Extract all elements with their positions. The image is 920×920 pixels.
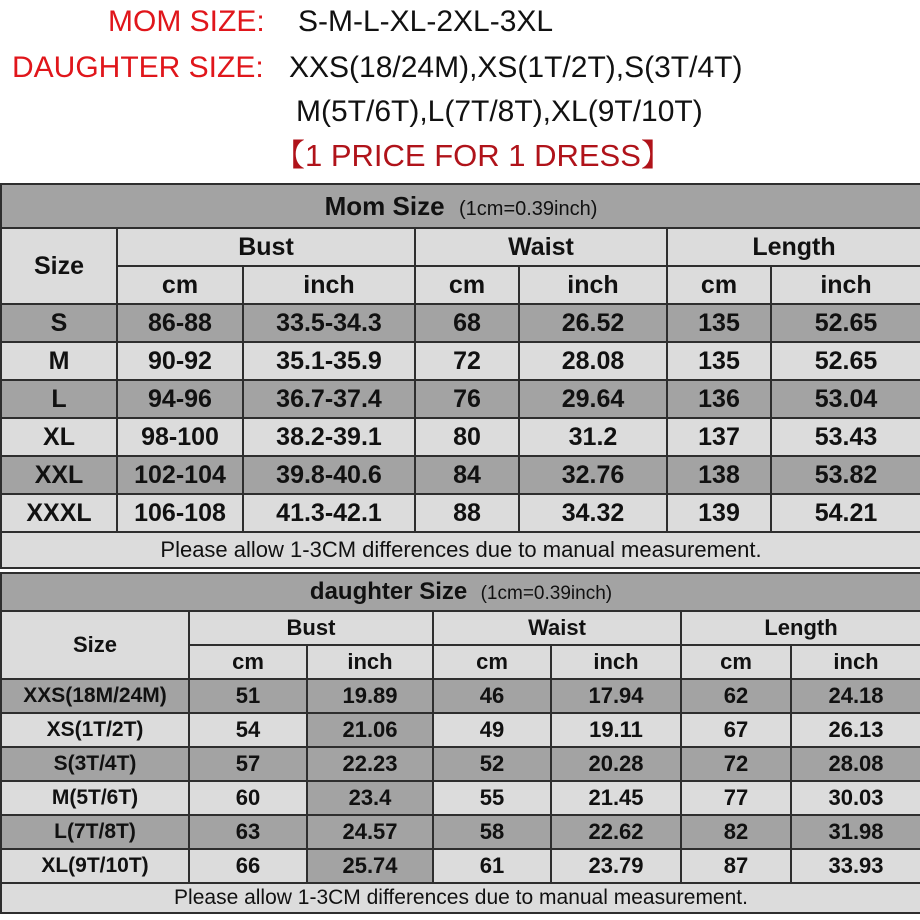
waist-inch-cell: 17.94 (551, 679, 681, 713)
size-cell: XL (1, 418, 117, 456)
waist-inch-cell: 29.64 (519, 380, 667, 418)
mom-size-table (0, 183, 920, 569)
bust-cm-cell: 86-88 (117, 304, 243, 342)
mom-unit-header: inch (519, 266, 667, 304)
daughter-size-header: Size (1, 611, 189, 679)
size-cell: XXS(18M/24M) (1, 679, 189, 713)
mom-table-title-row (1, 184, 920, 228)
mom-unit-header: cm (415, 266, 519, 304)
mom-unit-header: cm (117, 266, 243, 304)
bust-inch-cell: 36.7-37.4 (243, 380, 415, 418)
length-inch-cell: 30.03 (791, 781, 920, 815)
bust-cm-cell: 57 (189, 747, 307, 781)
size-cell: S (1, 304, 117, 342)
mom-bust-header: Bust (117, 228, 415, 266)
mom-length-header: Length (667, 228, 920, 266)
waist-cm-cell: 80 (415, 418, 519, 456)
daughter-waist-header: Waist (433, 611, 681, 645)
bust-cm-cell: 102-104 (117, 456, 243, 494)
size-cell: M (1, 342, 117, 380)
table-row (1, 380, 920, 418)
waist-inch-cell: 31.2 (519, 418, 667, 456)
daughter-unit-header: inch (307, 645, 433, 679)
size-cell: XXL (1, 456, 117, 494)
length-cm-cell: 135 (667, 304, 771, 342)
waist-cm-cell: 84 (415, 456, 519, 494)
waist-inch-cell: 22.62 (551, 815, 681, 849)
waist-inch-cell: 28.08 (519, 342, 667, 380)
waist-cm-cell: 61 (433, 849, 551, 883)
table-row (1, 713, 920, 747)
mom-size-list: S-M-L-XL-2XL-3XL (298, 5, 554, 38)
waist-inch-cell: 19.11 (551, 713, 681, 747)
bust-cm-cell: 94-96 (117, 380, 243, 418)
waist-cm-cell: 49 (433, 713, 551, 747)
waist-inch-cell: 34.32 (519, 494, 667, 532)
waist-cm-cell: 55 (433, 781, 551, 815)
daughter-unit-header: cm (681, 645, 791, 679)
size-cell: S(3T/4T) (1, 747, 189, 781)
length-inch-cell: 53.43 (771, 418, 920, 456)
daughter-bust-header: Bust (189, 611, 433, 645)
daughter-unit-header: inch (791, 645, 920, 679)
table-row (1, 849, 920, 883)
length-cm-cell: 82 (681, 815, 791, 849)
bust-inch-cell: 38.2-39.1 (243, 418, 415, 456)
bust-cm-cell: 51 (189, 679, 307, 713)
mom-waist-header: Waist (415, 228, 667, 266)
bust-cm-cell: 66 (189, 849, 307, 883)
mom-size-header: Size (1, 228, 117, 304)
waist-inch-cell: 32.76 (519, 456, 667, 494)
bust-inch-cell: 21.06 (307, 713, 433, 747)
length-inch-cell: 26.13 (791, 713, 920, 747)
table-row (1, 418, 920, 456)
waist-inch-cell: 21.45 (551, 781, 681, 815)
size-cell: XL(9T/10T) (1, 849, 189, 883)
waist-inch-cell: 20.28 (551, 747, 681, 781)
length-inch-cell: 31.98 (791, 815, 920, 849)
bust-cm-cell: 106-108 (117, 494, 243, 532)
bust-cm-cell: 63 (189, 815, 307, 849)
mom-size-label: MOM SIZE: (108, 5, 265, 38)
daughter-table-title-row (1, 573, 920, 611)
bust-cm-cell: 90-92 (117, 342, 243, 380)
daughter-unit-header: cm (189, 645, 307, 679)
length-cm-cell: 77 (681, 781, 791, 815)
waist-cm-cell: 76 (415, 380, 519, 418)
daughter-size-list-line2: M(5T/6T),L(7T/8T),XL(9T/10T) (296, 95, 703, 128)
mom-unit-header: inch (771, 266, 920, 304)
length-cm-cell: 67 (681, 713, 791, 747)
table-row (1, 304, 920, 342)
mom-table-conversion: (1cm=0.39inch) (459, 197, 598, 220)
length-inch-cell: 54.21 (771, 494, 920, 532)
bust-inch-cell: 22.23 (307, 747, 433, 781)
daughter-size-label: DAUGHTER SIZE: (12, 51, 264, 84)
waist-cm-cell: 88 (415, 494, 519, 532)
mom-table-footnote: Please allow 1-3CM differences due to manual measurement. (1, 532, 920, 568)
length-inch-cell: 24.18 (791, 679, 920, 713)
bust-inch-cell: 23.4 (307, 781, 433, 815)
bust-inch-cell: 24.57 (307, 815, 433, 849)
length-cm-cell: 136 (667, 380, 771, 418)
bust-inch-cell: 33.5-34.3 (243, 304, 415, 342)
bust-cm-cell: 54 (189, 713, 307, 747)
size-cell: L(7T/8T) (1, 815, 189, 849)
length-cm-cell: 139 (667, 494, 771, 532)
daughter-length-header: Length (681, 611, 920, 645)
daughter-unit-header: inch (551, 645, 681, 679)
waist-cm-cell: 72 (415, 342, 519, 380)
length-cm-cell: 87 (681, 849, 791, 883)
length-cm-cell: 138 (667, 456, 771, 494)
waist-cm-cell: 52 (433, 747, 551, 781)
length-inch-cell: 52.65 (771, 304, 920, 342)
waist-cm-cell: 68 (415, 304, 519, 342)
length-inch-cell: 52.65 (771, 342, 920, 380)
length-inch-cell: 33.93 (791, 849, 920, 883)
length-inch-cell: 28.08 (791, 747, 920, 781)
bust-inch-cell: 19.89 (307, 679, 433, 713)
bust-cm-cell: 60 (189, 781, 307, 815)
bust-cm-cell: 98-100 (117, 418, 243, 456)
table-row (1, 747, 920, 781)
daughter-table-title: daughter Size (309, 578, 468, 605)
length-cm-cell: 137 (667, 418, 771, 456)
length-cm-cell: 62 (681, 679, 791, 713)
size-cell: L (1, 380, 117, 418)
table-row (1, 456, 920, 494)
waist-cm-cell: 46 (433, 679, 551, 713)
table-row (1, 342, 920, 380)
length-cm-cell: 72 (681, 747, 791, 781)
daughter-table-conversion: (1cm=0.39inch) (480, 583, 613, 604)
size-cell: XXXL (1, 494, 117, 532)
size-cell: M(5T/6T) (1, 781, 189, 815)
daughter-table-footnote: Please allow 1-3CM differences due to manual measurement. (1, 883, 920, 913)
waist-inch-cell: 26.52 (519, 304, 667, 342)
daughter-size-table (0, 572, 920, 914)
waist-cm-cell: 58 (433, 815, 551, 849)
daughter-size-list-line1: XXS(18/24M),XS(1T/2T),S(3T/4T) (289, 51, 743, 84)
bust-inch-cell: 35.1-35.9 (243, 342, 415, 380)
table-row (1, 815, 920, 849)
length-cm-cell: 135 (667, 342, 771, 380)
bust-inch-cell: 41.3-42.1 (243, 494, 415, 532)
mom-table-title: Mom Size (324, 190, 445, 221)
bust-inch-cell: 39.8-40.6 (243, 456, 415, 494)
length-inch-cell: 53.82 (771, 456, 920, 494)
mom-unit-header: inch (243, 266, 415, 304)
price-note: 【1 PRICE FOR 1 DRESS】 (274, 138, 672, 173)
table-row (1, 494, 920, 532)
length-inch-cell: 53.04 (771, 380, 920, 418)
daughter-unit-header: cm (433, 645, 551, 679)
mom-unit-header: cm (667, 266, 771, 304)
size-cell: XS(1T/2T) (1, 713, 189, 747)
table-row (1, 679, 920, 713)
waist-inch-cell: 23.79 (551, 849, 681, 883)
bust-inch-cell: 25.74 (307, 849, 433, 883)
table-row (1, 781, 920, 815)
